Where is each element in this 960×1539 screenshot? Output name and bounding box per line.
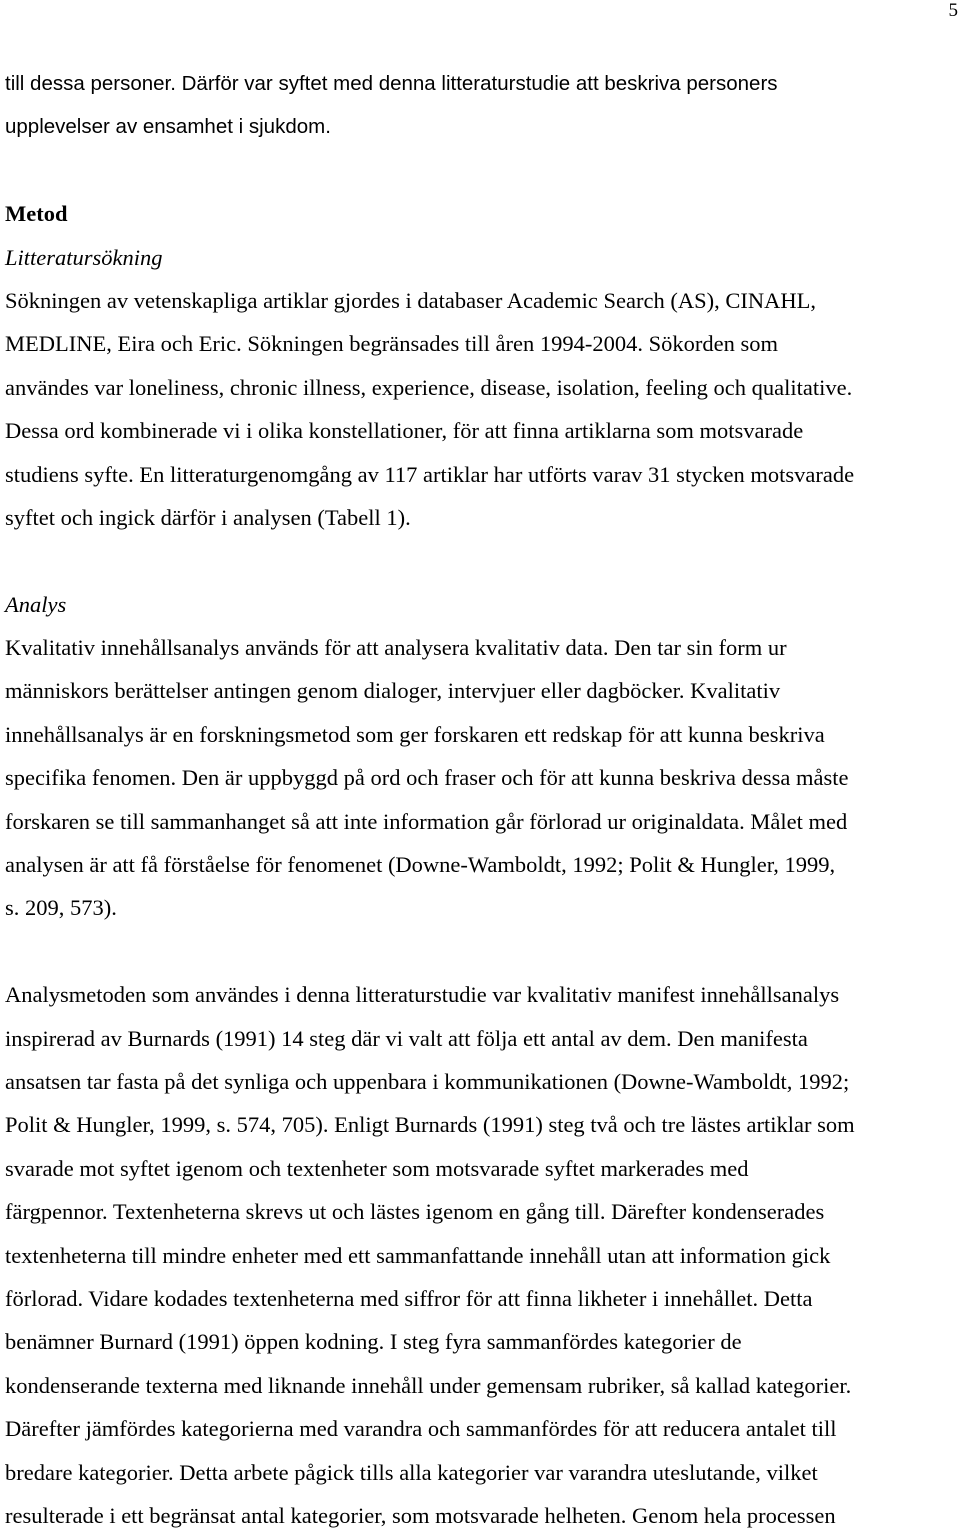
paragraph-line: forskaren se till sammanhanget så att inte information går förlorad ur originaldata. Målet med: [5, 808, 848, 834]
paragraph-line: Sökningen av vetenskapliga artiklar gjordes i databaser Academic Search (AS), CINAHL,: [5, 287, 816, 313]
subheading-analys: Analys: [5, 591, 67, 617]
paragraph-line: bredare kategorier. Detta arbete pågick tills alla kategorier var varandra uteslutande, vilket: [5, 1459, 818, 1485]
page-number: 5: [948, 0, 958, 21]
paragraph-line: studiens syfte. En litteraturgenomgång av 117 artiklar har utförts varav 31 stycken motsvarade: [5, 461, 855, 487]
paragraph-line: textenheterna till mindre enheter med ett sammanfattande innehåll utan att information gick: [5, 1242, 831, 1268]
paragraph-line: användes var loneliness, chronic illness, experience, disease, isolation, feeling och qualitative.: [5, 374, 853, 400]
paragraph-line: analysen är att få förståelse för fenomenet (Downe-Wamboldt, 1992; Polit & Hungler, 1999,: [5, 852, 836, 878]
paragraph-line: förlorad. Vidare kodades textenheterna med siffror för att finna likheter i innehållet. Detta: [5, 1285, 813, 1311]
intro-line: upplevelser av ensamhet i sjukdom.: [5, 115, 331, 139]
paragraph-line: Polit & Hungler, 1999, s. 574, 705). Enligt Burnards (1991) steg två och tre lästes artiklar som: [5, 1112, 855, 1138]
paragraph-line: innehållsanalys är en forskningsmetod som ger forskaren ett redskap för att kunna beskriva: [5, 721, 825, 747]
spacer: [5, 149, 960, 192]
paragraph-line: färgpennor. Textenheterna skrevs ut och lästes igenom en gång till. Därefter kondenserades: [5, 1199, 825, 1225]
analysmetod-paragraph: [5, 973, 960, 1537]
section-heading-metod: Metod: [5, 201, 68, 227]
paragraph-line: ansatsen tar fasta på det synliga och uppenbara i kommunikationen (Downe-Wamboldt, 1992;: [5, 1068, 850, 1094]
paragraph-line: resulterade i ett begränsat antal kategorier, som motsvarade helheten. Genom hela processen: [5, 1502, 836, 1528]
paragraph-line: MEDLINE, Eira och Eric. Sökningen begränsades till åren 1994-2004. Sökorden som: [5, 331, 778, 357]
paragraph-line: svarade mot syftet igenom och textenheter som motsvarade syftet markerades med: [5, 1155, 749, 1181]
paragraph-line: Kvalitativ innehållsanalys används för att analysera kvalitativ data. Den tar sin form ur: [5, 635, 787, 661]
litteratursokning-paragraph: [5, 279, 960, 539]
paragraph-line: specifika fenomen. Den är uppbyggd på ord och fraser och för att kunna beskriva dessa måste: [5, 765, 849, 791]
subheading-litteratursokning: Litteratursökning: [5, 244, 163, 270]
spacer: [5, 930, 960, 973]
paragraph-line: inspirerad av Burnards (1991) 14 steg där vi valt att följa ett antal av dem. Den manifesta: [5, 1025, 808, 1051]
paragraph-line: kondenserande texterna med liknande innehåll under gemensam rubriker, så kallad kategorier.: [5, 1372, 852, 1398]
page-content: [5, 62, 960, 1537]
paragraph-line: benämner Burnard (1991) öppen kodning. I steg fyra sammanfördes kategorier de: [5, 1329, 742, 1355]
intro-line: till dessa personer. Därför var syftet med denna litteraturstudie att beskriva personers: [5, 72, 778, 95]
paragraph-line: Därefter jämfördes kategorierna med varandra och sammanfördes för att reducera antalet till: [5, 1416, 837, 1442]
paragraph-line: s. 209, 573).: [5, 895, 117, 921]
spacer: [5, 539, 960, 582]
analys-paragraph: [5, 626, 960, 930]
paragraph-line: Analysmetoden som användes i denna litteraturstudie var kvalitativ manifest innehållsanalys: [5, 982, 840, 1008]
intro-paragraph: [5, 62, 960, 149]
paragraph-line: människors berättelser antingen genom dialoger, intervjuer eller dagböcker. Kvalitativ: [5, 678, 781, 704]
paragraph-line: Dessa ord kombinerade vi i olika konstellationer, för att finna artiklarna som motsvarade: [5, 418, 804, 444]
paragraph-line: syftet och ingick därför i analysen (Tabell 1).: [5, 504, 411, 530]
